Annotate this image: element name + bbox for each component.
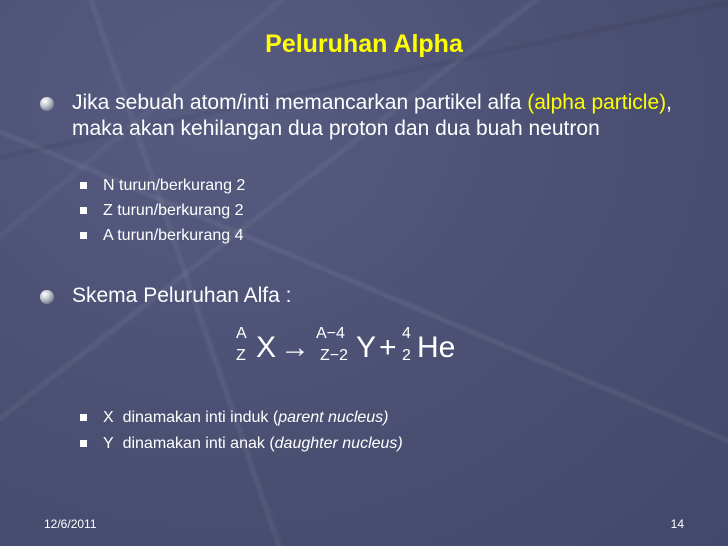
note-symbol: X [103,409,114,426]
square-bullet-icon [80,440,87,447]
parent-symbol: X [256,331,277,364]
sub-item-text: Z turun/berkurang 2 [103,202,244,219]
bullet-highlight: (alpha particle) [527,91,667,114]
note-symbol: Y [103,435,114,452]
square-bullet-icon [80,232,87,239]
note-text: dinamakan inti induk ( [122,409,279,426]
sub-item-text: A turun/berkurang 4 [103,227,244,244]
alpha-symbol: He [417,331,456,364]
page-number: 14 [670,517,684,531]
bullet-scheme [72,283,712,309]
sub-item-z [103,201,244,221]
note-text: dinamakan inti anak ( [122,435,275,452]
arrow-symbol: → [280,331,310,364]
parent-mass-number: A [236,325,247,342]
note-parent [103,408,389,428]
parent-atomic-number: Z [236,347,246,364]
bullet-alpha-emission [72,90,712,142]
daughter-mass-number: A−4 [316,325,345,342]
bullet-text-a: Jika sebuah atom/inti memancarkan partikel alfa [72,91,528,114]
bullet-orb-icon [40,290,54,304]
square-bullet-icon [80,414,87,421]
square-bullet-icon [80,182,87,189]
footer-date: 12/6/2011 [44,517,97,531]
bullet-orb-icon [40,97,54,111]
daughter-atomic-number: Z−2 [320,347,349,364]
sub-item-n [103,176,245,196]
sub-item-a [103,226,244,246]
bullet-text-b: , maka akan kehilangan dua proton dan dua buah neutron [72,91,672,140]
alpha-atomic-number: 2 [402,347,411,364]
note-italic: parent nucleus) [278,409,389,426]
plus-symbol: + [379,331,397,364]
note-daughter [103,434,403,454]
daughter-symbol: Y [356,331,377,364]
decay-equation [236,325,476,375]
slide-title: Peluruhan Alpha [265,30,463,58]
alpha-mass-number: 4 [402,325,411,342]
square-bullet-icon [80,207,87,214]
bullet-scheme-text: Skema Peluruhan Alfa : [72,284,292,307]
sub-item-text: N turun/berkurang 2 [103,177,246,194]
note-italic: daughter nucleus) [274,435,403,452]
